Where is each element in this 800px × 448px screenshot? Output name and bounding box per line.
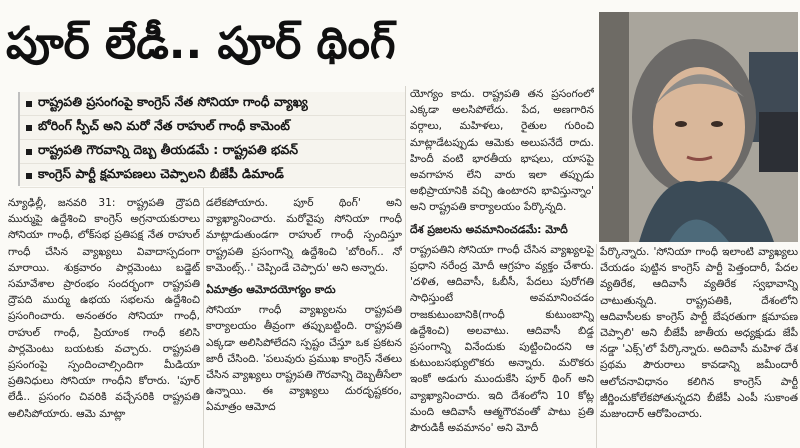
article-paragraph: డలేకపోయారు. పూర్ థింగ్' అని వ్యాఖ్యానించారు. మరోవైపు సోనియా గాంధీ మాట్లాడుతుండగా రాహుల్ గాంధీ స్పందిస్తూ రాష్ట్రపతి ప్రసంగాన్ని ఉద్దేశించి 'బోరింగ్.. నో కామెంట్స్..' చెప్పిండే చెప్పారు' అని అన్నారు. xyxy=(206,197,402,274)
article-column-4 xyxy=(600,244,798,448)
article-paragraph: యోగ్యం కాదు. రాష్ట్రపతి తన ప్రసంగంలో ఎక్కడా అలసిపోలేదు. పేద, అణగారిన వర్గాలు, మహిళలు, రైతుల గురించి మాట్లాడేటప్పుడు ఆమెకు అలుపనేదే రాదు. హిందీ వంటి భారతీయ భాషలు, యాసపై అవగాహన లేని వారు ఇలా తప్పుడు అభిప్రాయానికి వచ్చి ఉంటారని భావిస్తున్నాం' అని రాష్ట్రపతి కార్యాలయం పేర్కొన్నది. xyxy=(410,88,594,214)
highlight-text: కాంగ్రెస్ పార్టీ క్షమాపణలు చెప్పాలని బీజేపీ డిమాండ్ xyxy=(38,166,284,181)
article-paragraph: రాష్ట్రపతిని సోనియా గాంధీ చేసిన వ్యాఖ్యలపై ప్రధాని నరేంద్ర మోదీ ఆగ్రహం వ్యక్తం చేశారు. 'దళిత, ఆదివాసీ, ఓబీసీ, పేదలు పురోగతి సాధిస్తుంటే అవమానించడం రాజకుటుంబానికి(గాంధీ కుటుంబాన్ని ఉద్దేశించి) అలవాటు. ఆదివాసీ బిడ్డ ప్రసంగాన్ని వినేందుకు పుట్టించిందని ఆ కుటుంబసభ్యులొకరు అన్నారు. మరొకరు ఇంకో అడుగు ముందుకేసి పూర్ థింగ్ అని వ్యాఖ్యానించారు. ఇది దేశంలోని 10 కోట్ల మంది ఆదివాసీ ఆత్మగౌరవంతో పాటు ప్రతి పౌరుడికీ అవమానం' అని మోదీ xyxy=(410,243,594,435)
headline: పూర్ లేడీ.. పూర్ థింగ్ xyxy=(6,18,396,69)
section-subheading: దేశ ప్రజలను అవమానించడమే: మోదీ xyxy=(410,222,568,236)
highlight-item xyxy=(20,116,405,140)
column-divider xyxy=(596,244,597,448)
highlight-text: రాష్ట్రపతి ప్రసంగంపై కాంగ్రెస్ నేత సోనియా గాంధీ వ్యాఖ్య xyxy=(38,94,308,109)
column-divider xyxy=(203,188,204,448)
person-photo-illustration xyxy=(599,12,798,242)
news-photo xyxy=(599,12,798,242)
highlights-box xyxy=(18,92,405,186)
bullet-square-icon xyxy=(26,125,32,131)
section-subheading: ఏమాత్రం ఆమోదయోగ్యం కాదు xyxy=(206,283,336,297)
bullet-square-icon xyxy=(26,101,32,107)
article-column-2 xyxy=(206,195,402,448)
article-paragraph: పేర్కొన్నారు. 'సోనియా గాంధీ ఇలాంటి వ్యాఖ్యలు చేయడం పుట్టిన కాంగ్రెస్ పార్టీ పెత్తందారీ, పేదల వ్యతిరేక, ఆదివాసీ వ్యతిరేక స్వభావాన్ని చాటుతున్నది. రాష్ట్రపతికి, దేశంలోని ఆదివాసీలకు కాంగ్రెస్ పార్టీ బేషరతుగా క్షమాపణ చెప్పాలి' అని బీజేపీ జాతీయ అధ్యక్షుడు జేపీ నడ్డా 'ఎక్స్'లో పేర్కొన్నారు. అదివాసీ మహిళ దేశ ప్రథమ పౌరురాలు కావడాన్ని జమీందారీ ఆలోచనావిధానం కలిగిన కాంగ్రెస్ పార్టీ జీర్ణించుకోలేకపోతున్నదని బీజేపీ ఎంపీ సుకాంత మజుందార్ ఆరోపించారు. xyxy=(600,246,798,421)
bullet-square-icon xyxy=(26,173,32,179)
highlight-item xyxy=(20,140,405,164)
highlight-item xyxy=(20,164,405,188)
highlight-text: బోరింగ్ స్పీచ్ అని మరో నేత రాహుల్ గాంధీ కామెంట్ xyxy=(38,118,290,133)
article-paragraph: న్యూఢిల్లీ, జనవరి 31: రాష్ట్రపతి ద్రౌపది ముర్ముపై ఉద్దేశించి కాంగ్రెస్ అగ్రనాయకురాలు సోనియా గాంధీ, లోక్‌సభ ప్రతిపక్ష నేత రాహుల్ గాంధీ చేసిన వ్యాఖ్యలు వివాదాస్పదంగా మారాయి. శుక్రవారం పార్లమెంటు బడ్జెట్ సమావేశాల ప్రారంభం సందర్భంగా రాష్ట్రపతి ద్రౌపది ముర్ము ఉభయ సభలను ఉద్దేశించి ప్రసంగించారు. అనంతరం సోనియా గాంధీ, రాహుల్ గాంధీ, ప్రియాంక గాంధీ కలిసి పార్లమెంటు బయటకు వచ్చారు. రాష్ట్రపతి ప్రసంగంపై స్పందించాల్సిందిగా మీడియా ప్రతినిధులు సోనియా గాంధీని కోరారు. 'పూర్ లేడీ.. ప్రసంగం చివరికి వచ్చేసరికి రాష్ట్రపతి అలిసిపోయారు. ఆమె మాట్లా xyxy=(8,197,200,420)
bullet-square-icon xyxy=(26,149,32,155)
highlight-text: రాష్ట్రపతి గౌరవాన్ని దెబ్బ తీయడమే : రాష్ట్రపతి భవన్ xyxy=(38,142,298,157)
article-column-1 xyxy=(8,195,200,448)
article-column-3 xyxy=(410,86,594,448)
highlight-item xyxy=(20,92,405,116)
article-paragraph: సోనియా గాంధీ వ్యాఖ్యలను రాష్ట్రపతి కార్యాలయం తీవ్రంగా తప్పుబట్టింది. రాష్ట్రపతి ఎక్కడా అలిసిపోలేదని స్పష్టం చేస్తూ ఒక ప్రకటన జారీ చేసింది. 'పలువురు ప్రముఖ కాంగ్రెస్ నేతలు చేసిన వ్యాఖ్యలు రాష్ట్రపతి గౌరవాన్ని దెబ్బతీసేలా ఉన్నాయి. ఈ వ్యాఖ్యలు దురదృష్టకరం, ఏమాత్రం ఆమోద xyxy=(206,304,402,414)
column-divider xyxy=(405,86,406,448)
